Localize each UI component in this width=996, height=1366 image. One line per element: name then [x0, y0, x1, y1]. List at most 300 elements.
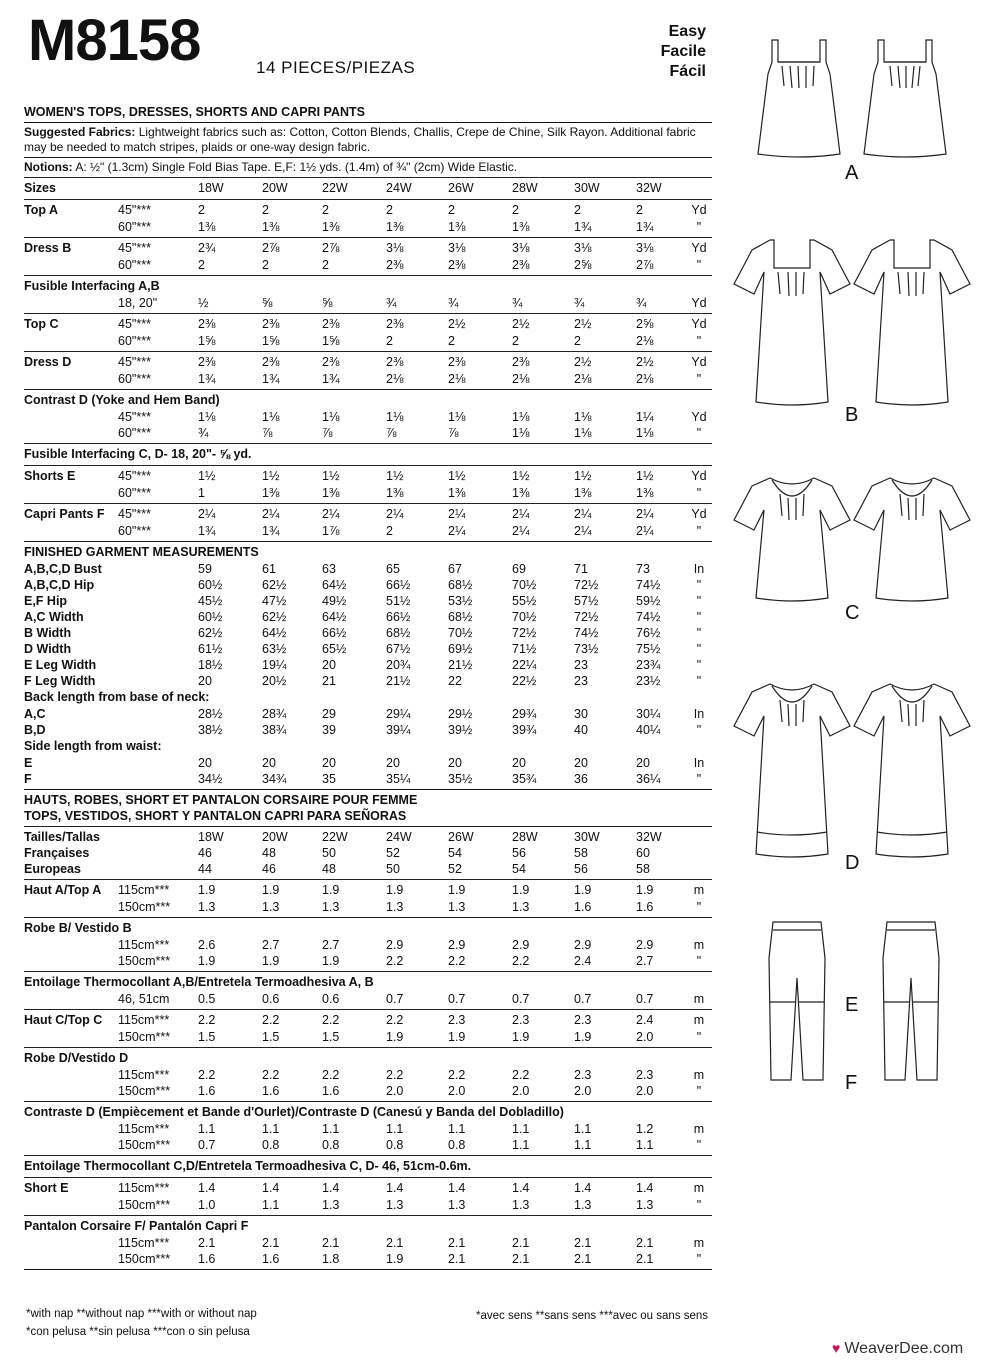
- size-value: 62½: [262, 610, 287, 624]
- unit: ": [696, 1030, 702, 1044]
- size-value: 1½: [636, 469, 654, 483]
- size-value: 2⅛: [386, 372, 404, 386]
- row-label: Haut A/Top A: [24, 883, 102, 897]
- finished-heading: FINISHED GARMENT MEASUREMENTS: [24, 545, 259, 559]
- table-row: [24, 845, 712, 861]
- size-value: 2⅜: [448, 355, 466, 369]
- size-value: 1.9: [448, 883, 466, 897]
- unit: In: [693, 562, 705, 576]
- size-value: 2⅛: [512, 372, 530, 386]
- size-value: 18½: [198, 658, 223, 672]
- size-value: 20: [322, 756, 336, 770]
- size-value: 2.1: [512, 1252, 530, 1266]
- size-value: 1.2: [636, 1122, 654, 1136]
- size-value: 1.3: [262, 900, 280, 914]
- divider: [24, 879, 712, 880]
- size-value: 1.4: [386, 1181, 404, 1195]
- size-value: 64½: [322, 578, 347, 592]
- size-value: 40: [574, 723, 588, 737]
- size-value: 2⅛: [574, 372, 592, 386]
- size-value: 2.2: [512, 1068, 530, 1082]
- suggested-fabrics: [24, 125, 712, 155]
- size-value: 51½: [386, 594, 411, 608]
- size-value: 2⅝: [574, 258, 592, 272]
- size-value: ½: [198, 296, 209, 310]
- footer-nap-es: *con pelusa **sin pelusa ***con o sin pelusa: [26, 1326, 250, 1338]
- size-value: 1⅛: [262, 410, 280, 424]
- size-value: 22W: [322, 830, 348, 844]
- size-value: 1½: [386, 469, 404, 483]
- table-row: [24, 706, 712, 722]
- fabrics-label: Suggested Fabrics:: [24, 125, 136, 139]
- size-value: 61: [262, 562, 276, 576]
- size-value: 2.9: [574, 938, 592, 952]
- size-value: 1.4: [322, 1181, 340, 1195]
- row-label: D Width: [24, 642, 72, 656]
- size-value: 2: [512, 203, 519, 217]
- size-value: 20½: [262, 674, 287, 688]
- size-value: 1¾: [198, 372, 216, 386]
- size-value: 55½: [512, 594, 537, 608]
- size-value: 3⅛: [386, 241, 404, 255]
- size-value: 1⅜: [636, 486, 654, 500]
- footer-nap-en: *with nap **without nap ***with or without nap: [26, 1308, 257, 1320]
- metric-heading-fr: HAUTS, ROBES, SHORT ET PANTALON CORSAIRE POUR FEMME: [24, 793, 418, 807]
- size-value: 2.1: [198, 1236, 216, 1250]
- size-value: 2.1: [448, 1252, 466, 1266]
- size-value: 0.7: [512, 992, 530, 1006]
- row-label: E Leg Width: [24, 658, 97, 672]
- table-row: [24, 722, 712, 738]
- heart-icon: ♥: [832, 1340, 841, 1356]
- size-value: 20: [574, 756, 588, 770]
- size-value: 1½: [512, 469, 530, 483]
- size-value: 69½: [448, 642, 473, 656]
- size-value: 73½: [574, 642, 599, 656]
- size-value: 34¾: [262, 772, 287, 786]
- fabric-width: 115cm***: [118, 1236, 170, 1250]
- size-value: 1.4: [636, 1181, 654, 1195]
- size-value: 1.9: [512, 883, 530, 897]
- divider: [24, 237, 712, 238]
- size-value: 20W: [262, 830, 288, 844]
- size-value: 20: [636, 756, 650, 770]
- size-value: 20: [322, 658, 336, 672]
- unit: In: [693, 756, 705, 770]
- view-c-illustration: [730, 470, 975, 610]
- size-value: 1.5: [322, 1030, 340, 1044]
- row-label: Europeas: [24, 862, 81, 876]
- size-value: 2.2: [386, 1068, 404, 1082]
- unit: m: [693, 883, 705, 897]
- notions-label: Notions:: [24, 160, 73, 174]
- size-value: 57½: [574, 594, 599, 608]
- size-header: 32W: [636, 181, 662, 195]
- size-value: 2½: [512, 317, 530, 331]
- size-value: 1.4: [198, 1181, 216, 1195]
- unit: ": [696, 1084, 702, 1098]
- size-value: 66½: [386, 578, 411, 592]
- view-label-f: F: [845, 1072, 858, 1094]
- row-label: B,D: [24, 723, 46, 737]
- size-value: 1.8: [322, 1252, 340, 1266]
- size-value: 74½: [574, 626, 599, 640]
- table-row: [24, 561, 712, 577]
- size-value: 70½: [512, 610, 537, 624]
- size-value: 1.9: [512, 1030, 530, 1044]
- row-label: Short E: [24, 1181, 69, 1195]
- size-value: 72½: [512, 626, 537, 640]
- size-value: 0.6: [262, 992, 280, 1006]
- unit: m: [693, 938, 705, 952]
- unit: In: [693, 707, 705, 721]
- size-value: 68½: [448, 578, 473, 592]
- size-value: 1⅜: [512, 220, 530, 234]
- size-value: 3⅛: [448, 241, 466, 255]
- size-value: 1¼: [636, 410, 654, 424]
- table-row: [24, 991, 712, 1007]
- fabric-width: 45"***: [118, 507, 151, 521]
- size-value: 48: [262, 846, 276, 860]
- size-value: 20: [448, 756, 462, 770]
- size-value: 1.6: [262, 1252, 280, 1266]
- size-value: 2⅞: [636, 258, 654, 272]
- size-value: 1½: [448, 469, 466, 483]
- size-value: 2¾: [198, 241, 216, 255]
- table-row: [24, 485, 712, 501]
- size-value: 35¾: [512, 772, 537, 786]
- size-value: 1⅜: [448, 486, 466, 500]
- size-value: 2⅜: [512, 355, 530, 369]
- size-value: ⅞: [322, 426, 333, 440]
- size-value: 0.8: [448, 1138, 466, 1152]
- size-value: 62½: [262, 578, 287, 592]
- unit: m: [693, 1013, 705, 1027]
- table-row: [24, 1029, 712, 1045]
- divider: [24, 1155, 712, 1156]
- unit: Yd: [691, 469, 707, 483]
- size-value: 18W: [198, 830, 224, 844]
- size-value: 1.5: [198, 1030, 216, 1044]
- size-value: 0.8: [386, 1138, 404, 1152]
- row-label: A,B,C,D Bust: [24, 562, 102, 576]
- unit: ": [696, 334, 702, 348]
- size-value: 2.9: [512, 938, 530, 952]
- size-value: 26W: [448, 830, 474, 844]
- size-value: 1.4: [512, 1181, 530, 1195]
- size-value: 74½: [636, 578, 661, 592]
- size-value: 2⅛: [636, 372, 654, 386]
- size-value: 2¼: [574, 524, 592, 538]
- size-value: 2.2: [198, 1068, 216, 1082]
- size-value: 2.1: [322, 1236, 340, 1250]
- size-value: 2: [636, 203, 643, 217]
- size-value: 1⅛: [636, 426, 654, 440]
- size-value: 48: [322, 862, 336, 876]
- size-value: 1⅛: [448, 410, 466, 424]
- size-value: 2.3: [448, 1013, 466, 1027]
- size-value: 1.9: [574, 883, 592, 897]
- size-value: 29¾: [512, 707, 537, 721]
- size-value: 2⅜: [198, 317, 216, 331]
- view-label-a: A: [845, 162, 859, 184]
- size-value: 3⅛: [512, 241, 530, 255]
- group-label: Contrast D (Yoke and Hem Band): [24, 393, 220, 407]
- size-value: 23½: [636, 674, 661, 688]
- size-value: 2: [322, 258, 329, 272]
- size-value: 1.6: [198, 1252, 216, 1266]
- row-label: Françaises: [24, 846, 90, 860]
- table-row: [24, 1067, 712, 1083]
- size-value: 2.9: [636, 938, 654, 952]
- size-value: 58: [574, 846, 588, 860]
- table-row: [24, 202, 712, 219]
- size-value: 0.7: [198, 1138, 216, 1152]
- table-row: [24, 425, 712, 441]
- unit: Yd: [691, 410, 707, 424]
- size-value: ¾: [636, 296, 647, 310]
- divider: [24, 275, 712, 276]
- group-label: Fusible Interfacing A,B: [24, 279, 160, 293]
- unit: Yd: [691, 296, 707, 310]
- size-value: 70½: [512, 578, 537, 592]
- size-value: 1⅜: [386, 220, 404, 234]
- row-label: F: [24, 772, 32, 786]
- size-value: 2⅜: [262, 317, 280, 331]
- size-value: 38¾: [262, 723, 287, 737]
- unit: ": [696, 220, 702, 234]
- size-value: 50: [322, 846, 336, 860]
- size-value: 46: [198, 846, 212, 860]
- table-row: [24, 593, 712, 609]
- size-value: 2¼: [512, 524, 530, 538]
- size-value: 2⅜: [198, 355, 216, 369]
- size-value: 36: [574, 772, 588, 786]
- divider: [24, 157, 712, 158]
- divider: [24, 313, 712, 314]
- table-row: [24, 354, 712, 371]
- size-value: 1¾: [198, 524, 216, 538]
- size-value: 1.3: [386, 900, 404, 914]
- size-value: 39: [322, 723, 336, 737]
- brand-text: WeaverDee.com: [844, 1340, 964, 1357]
- size-value: 2⅜: [448, 258, 466, 272]
- table-row: [24, 371, 712, 387]
- table-row: [24, 1083, 712, 1099]
- group-label: Entoilage Thermocollant C,D/Entretela Termoadhesiva C, D- 46, 51cm-0.6m.: [24, 1159, 472, 1173]
- section-heading: WOMEN'S TOPS, DRESSES, SHORTS AND CAPRI PANTS: [24, 105, 365, 119]
- divider: [24, 1047, 712, 1048]
- size-value: 28W: [512, 830, 538, 844]
- size-value: 22: [448, 674, 462, 688]
- row-label: E: [24, 756, 33, 770]
- size-value: 2: [448, 203, 455, 217]
- view-label-b: B: [845, 404, 859, 426]
- size-value: 54: [448, 846, 462, 860]
- size-value: 1.3: [512, 900, 530, 914]
- row-label: Top A: [24, 203, 59, 217]
- size-value: 35½: [448, 772, 473, 786]
- size-value: 3⅛: [574, 241, 592, 255]
- row-label: Tailles/Tallas: [24, 830, 100, 844]
- row-label: E,F Hip: [24, 594, 68, 608]
- size-header: 28W: [512, 181, 538, 195]
- size-value: 28¾: [262, 707, 287, 721]
- size-value: 22½: [512, 674, 537, 688]
- size-value: 1.9: [322, 883, 340, 897]
- size-value: 1¾: [636, 220, 654, 234]
- back-length-heading: Back length from base of neck:: [24, 690, 210, 704]
- size-value: 0.7: [636, 992, 654, 1006]
- difficulty-en: Easy: [668, 23, 706, 40]
- size-value: 3⅛: [636, 241, 654, 255]
- unit: ": [696, 900, 702, 914]
- size-value: 60: [636, 846, 650, 860]
- size-value: 2.9: [386, 938, 404, 952]
- size-value: 1⅝: [262, 334, 280, 348]
- size-value: 2.6: [198, 938, 216, 952]
- size-value: 2.0: [512, 1084, 530, 1098]
- divider: [24, 1177, 712, 1178]
- size-value: 1.3: [448, 1198, 466, 1212]
- divider: [24, 789, 712, 790]
- fabric-width: 150cm***: [118, 1198, 171, 1212]
- table-row: [24, 468, 712, 485]
- fabric-width: 46, 51cm: [118, 992, 170, 1006]
- table-row: [24, 577, 712, 593]
- size-value: 2.0: [636, 1030, 654, 1044]
- fabric-width: 150cm***: [118, 1030, 171, 1044]
- size-value: 2⅜: [386, 317, 404, 331]
- table-row: [24, 657, 712, 673]
- unit: ": [696, 258, 702, 272]
- size-value: 67: [448, 562, 462, 576]
- size-value: 32W: [636, 830, 662, 844]
- size-value: 21½: [448, 658, 473, 672]
- size-value: 1.9: [386, 883, 404, 897]
- divider: [24, 465, 712, 466]
- size-value: 1½: [574, 469, 592, 483]
- size-value: 60½: [198, 578, 223, 592]
- size-value: 66½: [322, 626, 347, 640]
- size-value: 39¾: [512, 723, 537, 737]
- fabric-width: 60"***: [118, 334, 151, 348]
- size-value: 1.6: [198, 1084, 216, 1098]
- unit: m: [693, 1122, 705, 1136]
- size-value: 2.2: [322, 1013, 340, 1027]
- size-value: 2.0: [386, 1084, 404, 1098]
- unit: ": [696, 1138, 702, 1152]
- size-value: 30: [574, 707, 588, 721]
- size-value: 2¼: [512, 507, 530, 521]
- size-value: 1⅜: [322, 486, 340, 500]
- size-value: 2½: [574, 317, 592, 331]
- size-value: 20: [198, 674, 212, 688]
- size-value: 65½: [322, 642, 347, 656]
- fabric-width: 45"***: [118, 469, 151, 483]
- size-value: 1.9: [636, 883, 654, 897]
- table-row: [24, 316, 712, 333]
- notions-text: A: ½" (1.3cm) Single Fold Bias Tape. E,F: 1½ yds. (1.4m) of ¾" (2cm) Wide Elastic.: [75, 160, 518, 174]
- unit: ": [696, 674, 702, 688]
- size-value: 2: [262, 203, 269, 217]
- size-value: 1.4: [448, 1181, 466, 1195]
- size-value: 20: [386, 756, 400, 770]
- table-row: [24, 625, 712, 641]
- fabric-width: 150cm***: [118, 1252, 171, 1266]
- size-value: 2¼: [574, 507, 592, 521]
- size-value: 0.8: [322, 1138, 340, 1152]
- unit: ": [696, 426, 702, 440]
- size-value: 1⅛: [574, 426, 592, 440]
- size-value: 2¼: [448, 507, 466, 521]
- view-d-illustration: [730, 676, 975, 866]
- group-label: Robe D/Vestido D: [24, 1051, 129, 1065]
- unit: ": [696, 1198, 702, 1212]
- size-value: 2⅛: [636, 334, 654, 348]
- size-value: 2: [322, 203, 329, 217]
- size-value: 21: [322, 674, 336, 688]
- size-value: 59½: [636, 594, 661, 608]
- brand-watermark: [832, 1340, 963, 1358]
- size-value: 2.3: [636, 1068, 654, 1082]
- size-value: 75½: [636, 642, 661, 656]
- size-value: 1.1: [198, 1122, 216, 1136]
- unit: ": [696, 524, 702, 538]
- size-value: 1.0: [198, 1198, 216, 1212]
- row-label: Dress D: [24, 355, 72, 369]
- table-row: [24, 333, 712, 349]
- divider: [24, 917, 712, 918]
- unit: ": [696, 772, 702, 786]
- size-value: ⅝: [262, 296, 273, 310]
- fabric-width: 150cm***: [118, 900, 171, 914]
- fabrics-text: Lightweight fabrics such as: Cotton, Cotton Blends, Challis, Crepe de Chine, Silk Rayon. Additional fabric may be needed to match stripes, plaids or one-way design fabric.: [24, 125, 696, 154]
- unit: ": [696, 372, 702, 386]
- size-value: 2: [198, 258, 205, 272]
- size-value: 20: [262, 756, 276, 770]
- row-label: Shorts E: [24, 469, 76, 483]
- group-label: Pantalon Corsaire F/ Pantalón Capri F: [24, 1219, 249, 1233]
- size-value: 70½: [448, 626, 473, 640]
- side-length-heading: Side length from waist:: [24, 739, 162, 753]
- size-value: 2⅜: [322, 355, 340, 369]
- unit: ": [696, 626, 702, 640]
- size-value: ¾: [512, 296, 523, 310]
- fabric-width: 45"***: [118, 355, 151, 369]
- yardage-tables: [24, 104, 712, 1272]
- size-value: 2⅜: [262, 355, 280, 369]
- fabric-width: 115cm***: [118, 1013, 170, 1027]
- size-value: 28½: [198, 707, 223, 721]
- fabric-width: 150cm***: [118, 1084, 171, 1098]
- size-value: 2.0: [574, 1084, 592, 1098]
- size-value: 2½: [448, 317, 466, 331]
- size-value: 2⅜: [386, 355, 404, 369]
- unit: ": [696, 486, 702, 500]
- size-value: 2.7: [636, 954, 654, 968]
- unit: Yd: [691, 241, 707, 255]
- pieces-count: 14 PIECES/PIEZAS: [256, 58, 416, 77]
- view-b-illustration: [730, 232, 975, 412]
- fabric-width: 60"***: [118, 372, 151, 386]
- size-value: 46: [262, 862, 276, 876]
- row-label: A,C: [24, 707, 46, 721]
- size-value: 65: [386, 562, 400, 576]
- size-value: 1⅜: [512, 486, 530, 500]
- unit: Yd: [691, 203, 707, 217]
- size-value: 58: [636, 862, 650, 876]
